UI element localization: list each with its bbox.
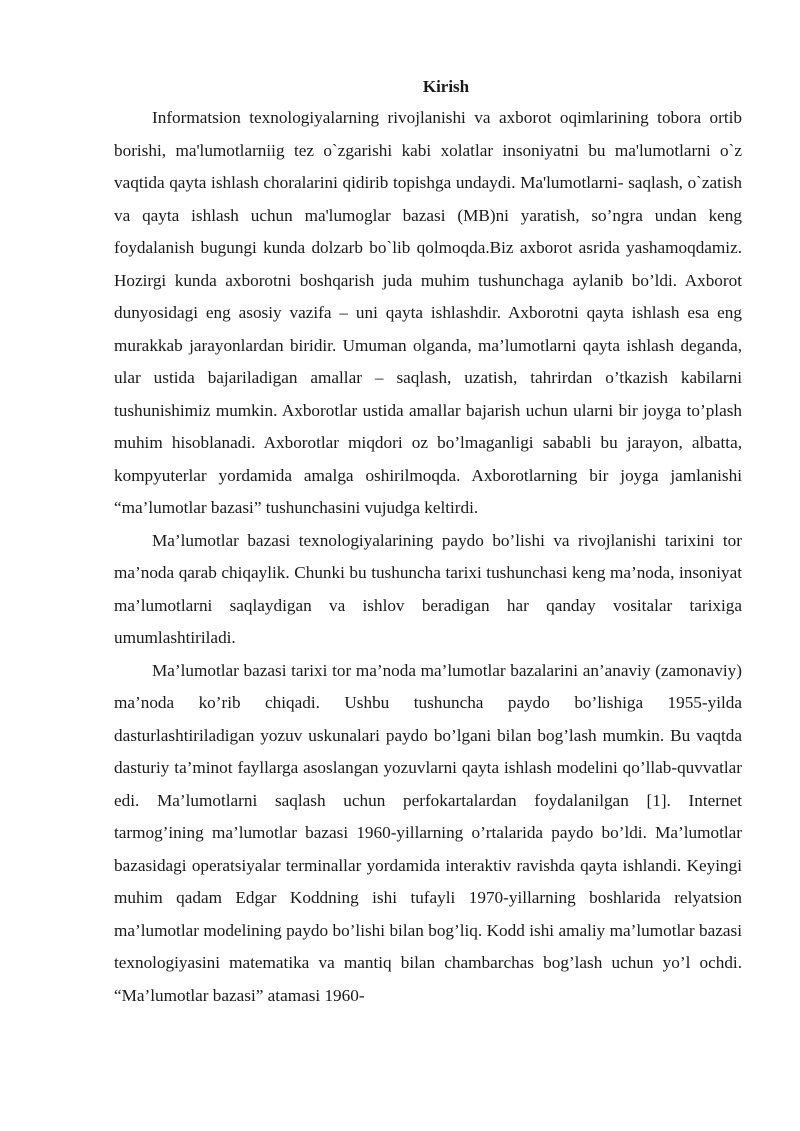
paragraph-1: Informatsion texnologiyalarning rivojlanishi va axborot oqimlarining tobora ortib borishi, ma'lumotlarniig tez o`zgarishi kabi xolatlar insoniyatni bu ma'lumotlarni o`z vaqtida qayta ishlash choralarini qidirib topishga undaydi. Ma'lumotlarni- saqlash, o`zatish va qayta ishlash uchun ma'lumoglar bazasi (MB)ni yaratish, so’ngra undan keng foydalanish bugungi kunda dolzarb bo`lib qolmoqda.Biz axborot asrida yashamoqdamiz. Hozirgi kunda axborotni boshqarish juda muhim tushunchaga aylanib bo’ldi. Axborot dunyosidagi eng asosiy vazifa – uni qayta ishlashdir. Axborotni qayta ishlash esa eng murakkab jarayonlardan biridir. Umuman olganda, ma’lumotlarni qayta ishlash deganda, ular ustida bajariladigan amallar – saqlash, uzatish, tahrirdan o’tkazish kabilarni tushunishimiz mumkin. Axborotlar ustida amallar bajarish uchun ularni bir joyga to’plash muhim hisoblanadi. Axborotlar miqdori oz bo’lmaganligi sababli bu jarayon, albatta, kompyuterlar yordamida amalga oshirilmoqda. Axborotlarning bir joyga jamlanishi “ma’lumotlar bazasi” tushunchasini vujudga keltirdi. [114, 108, 742, 517]
section-title: Kirish [422, 77, 470, 96]
document-body [114, 74, 742, 1012]
paragraph-3: Ma’lumotlar bazasi tarixi tor ma’noda ma’lumotlar bazalarini an’anaviy (zamonaviy) ma’noda ko’rib chiqadi. Ushbu tushuncha paydo bo’lishiga 1955-yilda dasturlashtiriladigan yozuv uskunalari paydo bo’lgani bilan bog’lash mumkin. Bu vaqtda dasturiy ta’minot fayllarga asoslangan yozuvlarni qayta ishlash modelini qo’llab-quvvatlar edi. Ma’lumotlarni saqlash uchun perfokartalardan foydalanilgan [1]. Internet tarmog’ining ma’lumotlar bazasi 1960-yillarning o’rtalarida paydo bo’ldi. Ma’lumotlar bazasidagi operatsiyalar terminallar yordamida interaktiv ravishda qayta ishlandi. Keyingi muhim qadam Edgar Koddning ishi tufayli 1970-yillarning boshlarida relyatsion ma’lumotlar modelining paydo bo’lishi bilan bog’liq. Kodd ishi amaliy ma’lumotlar bazasi texnologiyasini matematika va mantiq bilan chambarchas bog’lash uchun yo’l ochdi. “Ma’lumotlar bazasi” atamasi 1960- [114, 660, 742, 1005]
paragraph-2: Ma’lumotlar bazasi texnologiyalarining paydo bo’lishi va rivojlanishi tarixini tor ma’noda qarab chiqaylik. Chunki bu tushuncha tarixi tushunchasi keng ma’noda, insoniyat ma’lumotlarni saqlaydigan va ishlov beradigan har qanday vositalar tarixiga umumlashtiriladi. [114, 530, 742, 647]
